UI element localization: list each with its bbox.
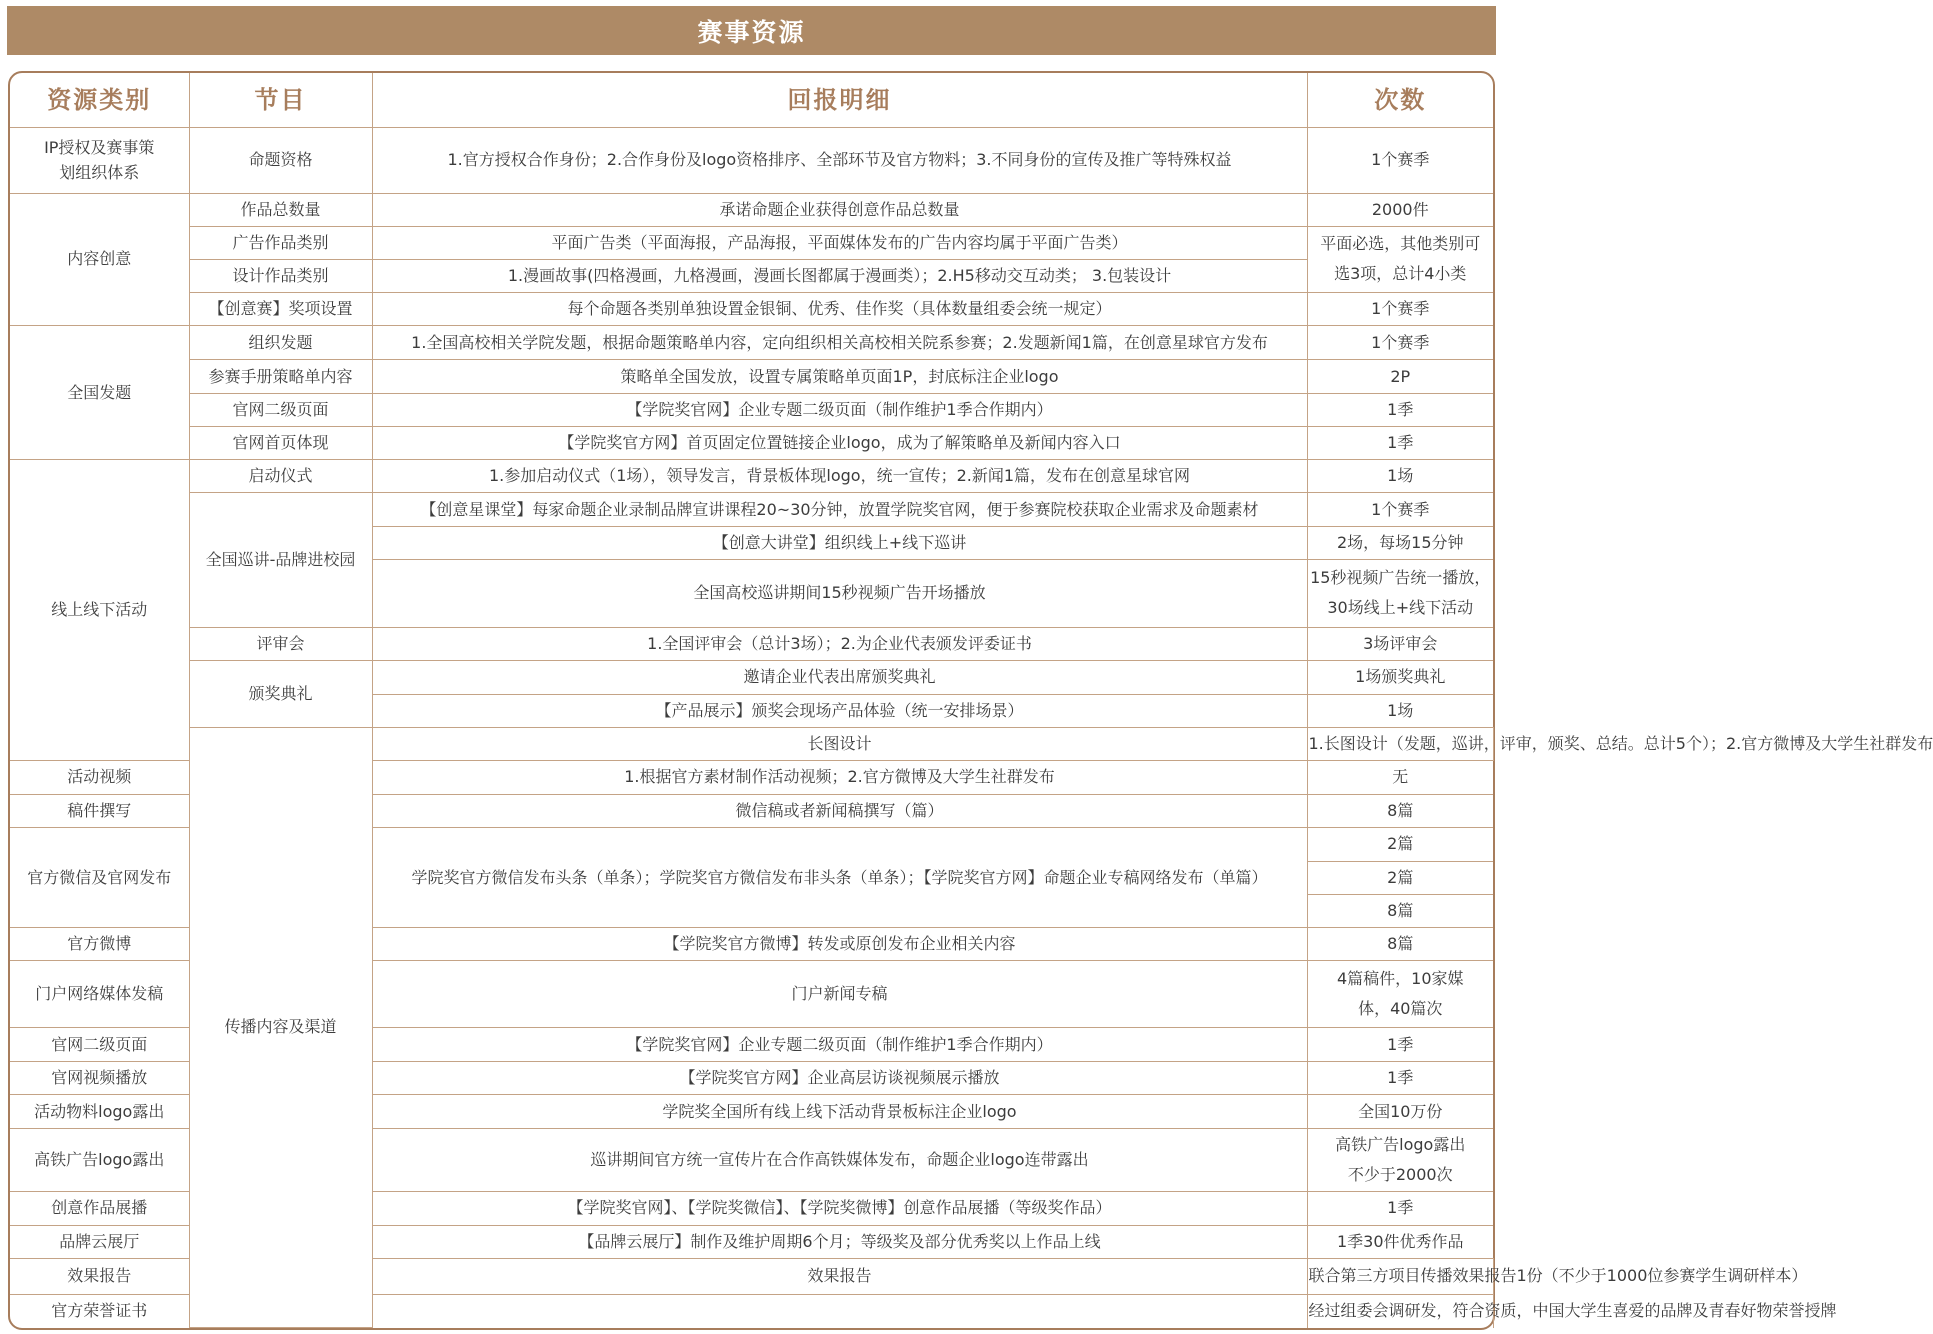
program-cell: 效果报告 xyxy=(372,1258,1307,1294)
program-cell: 创意作品展播 xyxy=(10,1191,189,1225)
detail-cell: 全国高校巡讲期间15秒视频广告开场播放 xyxy=(372,560,1307,627)
detail-cell: 【学院奖官网】企业专题二级页面（制作维护1季合作期内） xyxy=(372,1028,1307,1062)
program-cell-empty xyxy=(372,1294,1307,1327)
table-row xyxy=(10,460,1493,493)
program-cell: 官网二级页面 xyxy=(10,1028,189,1062)
detail-cell: 承诺命题企业获得创意作品总数量 xyxy=(372,193,1307,226)
program-cell: 品牌云展厅 xyxy=(10,1225,189,1258)
detail-cell: 1.全国高校相关学院发题，根据命题策略单内容，定向组织相关高校相关院系参赛；2.发题新闻1篇，在创意星球官方发布 xyxy=(372,325,1307,359)
count-cell: 1个赛季 xyxy=(1307,493,1493,527)
count-cell: 2场，每场15分钟 xyxy=(1307,527,1493,560)
count-cell: 1季 xyxy=(1307,394,1493,427)
count-cell: 2P xyxy=(1307,360,1493,394)
program-cell: 官方微信及官网发布 xyxy=(10,827,189,927)
count-cell: 平面必选，其他类别可选3项，总计4小类 xyxy=(1307,226,1493,292)
table-row xyxy=(10,292,1493,325)
program-cell: 长图设计 xyxy=(372,727,1307,760)
program-cell: 稿件撰写 xyxy=(10,794,189,827)
count-cell: 1季 xyxy=(1307,1191,1493,1225)
count-cell: 1季 xyxy=(1307,1028,1493,1062)
program-cell: 命题资格 xyxy=(189,127,372,193)
detail-cell: 【产品展示】颁奖会现场产品体验（统一安排场景） xyxy=(372,694,1307,727)
count-cell: 8篇 xyxy=(1307,895,1493,928)
detail-cell: 门户新闻专稿 xyxy=(372,961,1307,1028)
table-row xyxy=(10,394,1493,427)
count-cell: 1个赛季 xyxy=(1307,325,1493,359)
program-cell: 高铁广告logo露出 xyxy=(10,1129,189,1191)
category-cell: IP授权及赛事策划组织体系 xyxy=(10,127,189,193)
table-row xyxy=(10,427,1493,460)
count-cell: 15秒视频广告统一播放，30场线上+线下活动 xyxy=(1307,560,1493,627)
detail-cell: 1.根据官方素材制作活动视频；2.官方微博及大学生社群发布 xyxy=(372,760,1307,794)
header-row xyxy=(10,73,1493,127)
detail-cell: 1.官方授权合作身份；2.合作身份及logo资格排序、全部环节及官方物料；3.不同身份的宣传及推广等特殊权益 xyxy=(372,127,1307,193)
category-cell: 全国发题 xyxy=(10,325,189,459)
count-cell: 2篇 xyxy=(1307,827,1493,861)
table-row xyxy=(10,360,1493,394)
category-cell: 官方荣誉证书 xyxy=(10,1294,189,1327)
count-cell: 高铁广告logo露出不少于2000次 xyxy=(1307,1129,1493,1191)
program-cell: 全国巡讲-品牌进校园 xyxy=(189,493,372,627)
program-cell: 官网视频播放 xyxy=(10,1062,189,1095)
header-program: 节目 xyxy=(189,73,372,127)
detail-cell: 学院奖全国所有线上线下活动背景板标注企业logo xyxy=(372,1095,1307,1129)
header-detail: 回报明细 xyxy=(372,73,1307,127)
table-row xyxy=(10,127,1493,193)
count-cell: 全国10万份 xyxy=(1307,1095,1493,1129)
category-cell: 内容创意 xyxy=(10,193,189,325)
resource-table xyxy=(10,73,1933,1328)
detail-cell: 1.漫画故事(四格漫画，九格漫画，漫画长图都属于漫画类）；2.H5移动交互动类； 3.包装设计 xyxy=(372,259,1307,292)
program-cell: 颁奖典礼 xyxy=(189,660,372,727)
program-cell: 设计作品类别 xyxy=(189,259,372,292)
count-cell: 1场 xyxy=(1307,460,1493,493)
detail-cell: 微信稿或者新闻稿撰写（篇） xyxy=(372,794,1307,827)
detail-cell: 【学院奖官网】企业专题二级页面（制作维护1季合作期内） xyxy=(372,394,1307,427)
count-cell: 3场评审会 xyxy=(1307,627,1493,660)
detail-cell: 【品牌云展厅】制作及维护周期6个月；等级奖及部分优秀奖以上作品上线 xyxy=(372,1225,1307,1258)
category-cell: 线上线下活动 xyxy=(10,460,189,761)
count-cell: 1场 xyxy=(1307,694,1493,727)
program-cell: 【创意赛】奖项设置 xyxy=(189,292,372,325)
table-row xyxy=(10,660,1493,694)
detail-cell: 每个命题各类别单独设置金银铜、优秀、佳作奖（具体数量组委会统一规定） xyxy=(372,292,1307,325)
section-title-banner: 赛事资源 xyxy=(7,6,1496,55)
count-cell: 1季30件优秀作品 xyxy=(1307,1225,1493,1258)
program-cell: 启动仪式 xyxy=(189,460,372,493)
table-row xyxy=(10,193,1493,226)
category-cell: 效果报告 xyxy=(10,1258,189,1294)
program-cell: 评审会 xyxy=(189,627,372,660)
count-cell: 1个赛季 xyxy=(1307,127,1493,193)
detail-cell: 学院奖官方微信发布头条（单条）；学院奖官方微信发布非头条（单条）；【学院奖官方网】命题企业专稿网络发布（单篇） xyxy=(372,827,1307,927)
count-cell: 1个赛季 xyxy=(1307,292,1493,325)
count-cell: 无 xyxy=(1307,760,1493,794)
detail-cell: 【创意星课堂】每家命题企业录制品牌宣讲课程20~30分钟，放置学院奖官网，便于参赛院校获取企业需求及命题素材 xyxy=(372,493,1307,527)
program-cell: 活动视频 xyxy=(10,760,189,794)
count-cell: 8篇 xyxy=(1307,794,1493,827)
resource-table-frame xyxy=(8,71,1933,1330)
table-row xyxy=(10,727,1493,760)
program-cell: 广告作品类别 xyxy=(189,226,372,259)
detail-cell: 平面广告类（平面海报，产品海报，平面媒体发布的广告内容均属于平面广告类） xyxy=(372,226,1307,259)
program-cell: 活动物料logo露出 xyxy=(10,1095,189,1129)
count-cell: 2000件 xyxy=(1307,193,1493,226)
header-category: 资源类别 xyxy=(10,73,189,127)
detail-cell: 1.长图设计（发题，巡讲，评审，颁奖、总结。总计5个）；2.官方微博及大学生社群发布 xyxy=(1307,727,1493,760)
table-row xyxy=(10,325,1493,359)
detail-cell: 经过组委会调研发，符合资质，中国大学生喜爱的品牌及青春好物荣誉授牌 xyxy=(1307,1294,1493,1327)
detail-cell: 【创意大讲堂】组织线上+线下巡讲 xyxy=(372,527,1307,560)
detail-cell: 邀请企业代表出席颁奖典礼 xyxy=(372,660,1307,694)
detail-cell: 1.全国评审会（总计3场）；2.为企业代表颁发评委证书 xyxy=(372,627,1307,660)
detail-cell: 【学院奖官方网】企业高层访谈视频展示播放 xyxy=(372,1062,1307,1095)
table-row xyxy=(10,226,1493,259)
count-cell: 4篇稿件，10家媒体，40篇次 xyxy=(1307,961,1493,1028)
detail-cell: 【学院奖官网】、【学院奖微信】、【学院奖微博】创意作品展播（等级奖作品） xyxy=(372,1191,1307,1225)
program-cell: 组织发题 xyxy=(189,325,372,359)
detail-cell: 1.参加启动仪式（1场），领导发言，背景板体现logo，统一宣传；2.新闻1篇，发布在创意星球官网 xyxy=(372,460,1307,493)
detail-cell: 【学院奖官方网】首页固定位置链接企业logo，成为了解策略单及新闻内容入口 xyxy=(372,427,1307,460)
header-count: 次数 xyxy=(1307,73,1493,127)
program-cell: 参赛手册策略单内容 xyxy=(189,360,372,394)
program-cell: 门户网络媒体发稿 xyxy=(10,961,189,1028)
count-cell: 1场颁奖典礼 xyxy=(1307,660,1493,694)
detail-cell: 联合第三方项目传播效果报告1份（不少于1000位参赛学生调研样本） xyxy=(1307,1258,1493,1294)
table-row xyxy=(10,627,1493,660)
detail-cell: 策略单全国发放，设置专属策略单页面1P，封底标注企业logo xyxy=(372,360,1307,394)
count-cell: 2篇 xyxy=(1307,861,1493,894)
table-row xyxy=(10,493,1493,527)
table-row xyxy=(10,259,1493,292)
detail-cell: 【学院奖官方微博】转发或原创发布企业相关内容 xyxy=(372,928,1307,961)
count-cell: 1季 xyxy=(1307,427,1493,460)
detail-cell: 巡讲期间官方统一宣传片在合作高铁媒体发布，命题企业logo连带露出 xyxy=(372,1129,1307,1191)
program-cell: 官方微博 xyxy=(10,928,189,961)
program-cell: 官网二级页面 xyxy=(189,394,372,427)
program-cell: 作品总数量 xyxy=(189,193,372,226)
program-cell: 官网首页体现 xyxy=(189,427,372,460)
count-cell: 1季 xyxy=(1307,1062,1493,1095)
category-cell: 传播内容及渠道 xyxy=(189,727,372,1327)
count-cell: 8篇 xyxy=(1307,928,1493,961)
